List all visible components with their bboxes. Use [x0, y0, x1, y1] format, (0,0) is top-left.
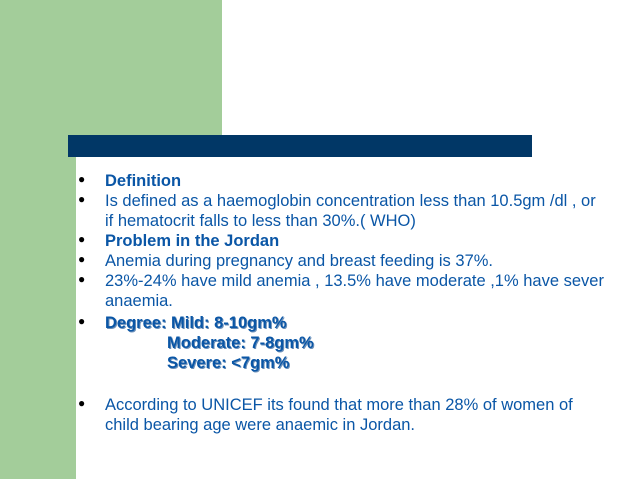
- anemia-rate-text: Anemia during pregnancy and breast feeding is 37%.: [105, 252, 493, 270]
- bullet-icon: [76, 231, 105, 251]
- severity-distribution-text: 23%-24% have mild anemia , 13.5% have moderate ,1% have sever anaemia.: [105, 272, 604, 310]
- definition-heading: Definition: [105, 172, 182, 190]
- bullet-icon: [76, 171, 105, 191]
- degree-mild: Degree: Mild: 8-10gm%: [105, 314, 287, 332]
- top-left-green-square: [0, 0, 222, 135]
- list-item: [76, 191, 606, 231]
- problem-heading: Problem in the Jordan: [105, 232, 280, 250]
- list-item: [76, 171, 606, 191]
- title-divider-bar: [68, 135, 532, 157]
- bullet-icon: [76, 251, 105, 271]
- bullet-icon: [76, 395, 105, 415]
- degree-block: [105, 313, 606, 373]
- degree-severe: Severe: <7gm%: [167, 354, 290, 372]
- unicef-text: According to UNICEF its found that more than 28% of women of child bearing age were anaemic in Jordan.: [105, 396, 573, 434]
- list-item: [76, 313, 606, 373]
- slide-content: [76, 171, 606, 435]
- list-item: [76, 271, 606, 311]
- definition-text: Is defined as a haemoglobin concentration less than 10.5gm /dl , or if hematocrit falls to less than 30%.( WHO): [105, 192, 596, 230]
- bullet-icon: [76, 271, 105, 291]
- degree-moderate: Moderate: 7-8gm%: [167, 334, 314, 352]
- list-item: [76, 251, 606, 271]
- bullet-icon: [76, 313, 105, 333]
- list-item: [76, 395, 606, 435]
- list-item: [76, 231, 606, 251]
- bullet-icon: [76, 191, 105, 211]
